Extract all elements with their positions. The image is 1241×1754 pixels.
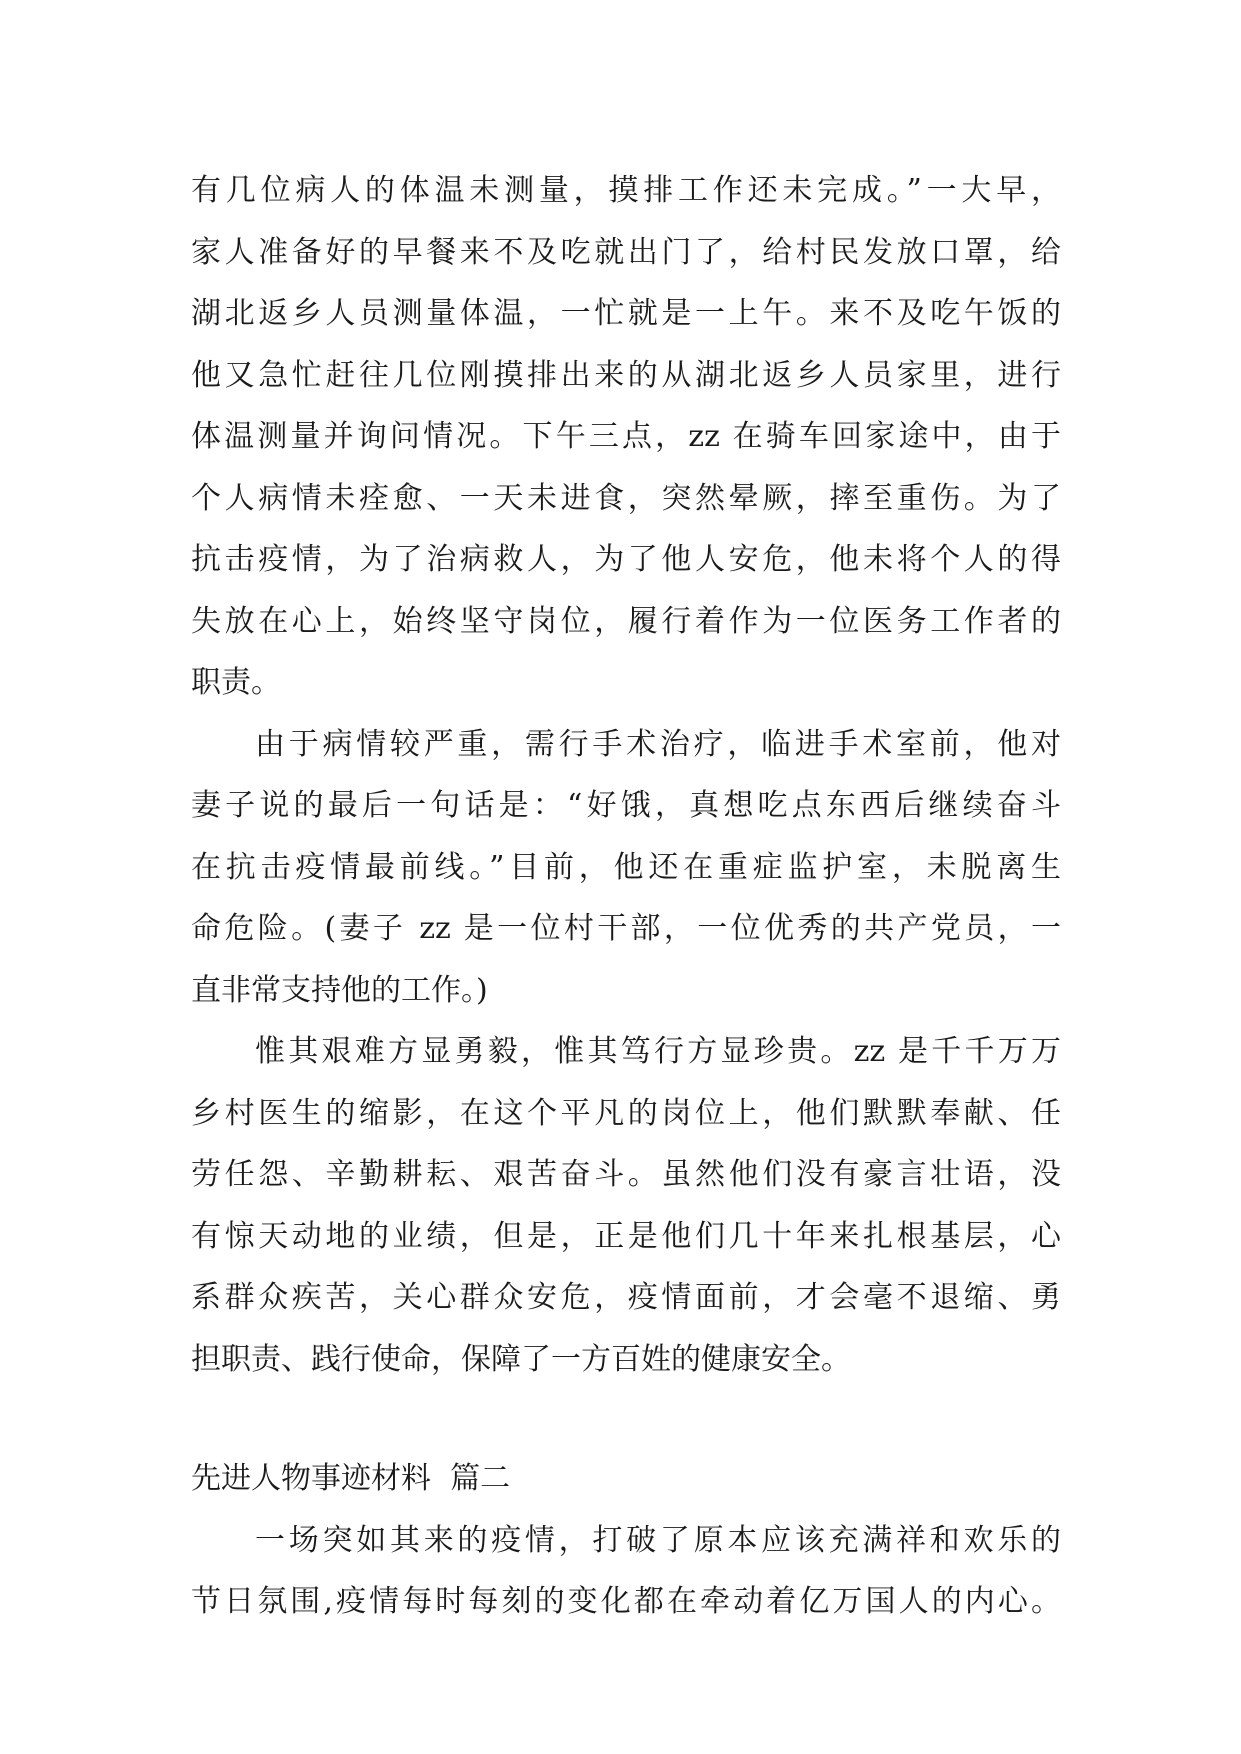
paragraph-3	[191, 1021, 1061, 1390]
paragraph-line: 一场突如其来的疫情，打破了原本应该充满祥和欢乐的	[255, 1522, 1061, 1558]
paragraph-line: 抗击疫情，为了治病救人，为了他人安危，他未将个人的得	[191, 542, 1061, 577]
paragraph-1	[191, 160, 1061, 714]
paragraph-line: 湖北返乡人员测量体温，一忙就是一上午。来不及吃午饭的	[191, 296, 1061, 331]
document-body	[191, 160, 1061, 1633]
paragraph-line: 系群众疾苦，关心群众安危，疫情面前，才会毫不退缩、勇	[191, 1280, 1061, 1315]
paragraph-line: 在抗击疫情最前线。”目前，他还在重症监护室，未脱离生	[191, 849, 1061, 885]
paragraph-line: 乡村医生的缩影，在这个平凡的岗位上，他们默默奉献、任	[191, 1095, 1061, 1131]
paragraph-line: 担职责、践行使命，保障了一方百姓的健康安全。	[191, 1341, 851, 1377]
paragraph-line: 家人准备好的早餐来不及吃就出门了，给村民发放口罩，给	[191, 234, 1061, 270]
paragraph-line: 职责。	[191, 665, 281, 700]
paragraph-line: 有几位病人的体温未测量，摸排工作还未完成。”一大早，	[191, 173, 1061, 208]
paragraph-line: 命危险。(妻子 zz 是一位村干部，一位优秀的共产党员，一	[191, 911, 1061, 946]
paragraph-line: 由于病情较严重，需行手术治疗，临进手术室前，他对	[255, 726, 1061, 762]
paragraph-line: 体温测量并询问情况。下午三点，zz 在骑车回家途中，由于	[191, 419, 1061, 454]
paragraph-4	[191, 1510, 1061, 1633]
paragraph-line: 节日氛围,疫情每时每刻的变化都在牵动着亿万国人的内心。	[191, 1584, 1061, 1619]
section-heading: 先进人物事迹材料 篇二	[191, 1461, 511, 1496]
paragraph-2	[191, 714, 1061, 1022]
paragraph-line: 妻子说的最后一句话是：“好饿，真想吃点东西后继续奋斗	[191, 788, 1061, 823]
paragraph-line: 他又急忙赶往几位刚摸排出来的从湖北返乡人员家里，进行	[191, 357, 1061, 393]
paragraph-line: 惟其艰难方显勇毅，惟其笃行方显珍贵。zz 是千千万万	[255, 1034, 1061, 1069]
paragraph-line: 失放在心上，始终坚守岗位，履行着作为一位医务工作者的	[191, 603, 1061, 639]
paragraph-line: 有惊天动地的业绩，但是，正是他们几十年来扎根基层，心	[191, 1218, 1061, 1254]
paragraph-line: 直非常支持他的工作。)	[191, 972, 488, 1008]
paragraph-line: 个人病情未痊愈、一天未进食，突然晕厥，摔至重伤。为了	[191, 480, 1061, 516]
paragraph-line: 劳任怨、辛勤耕耘、艰苦奋斗。虽然他们没有豪言壮语，没	[191, 1157, 1061, 1192]
